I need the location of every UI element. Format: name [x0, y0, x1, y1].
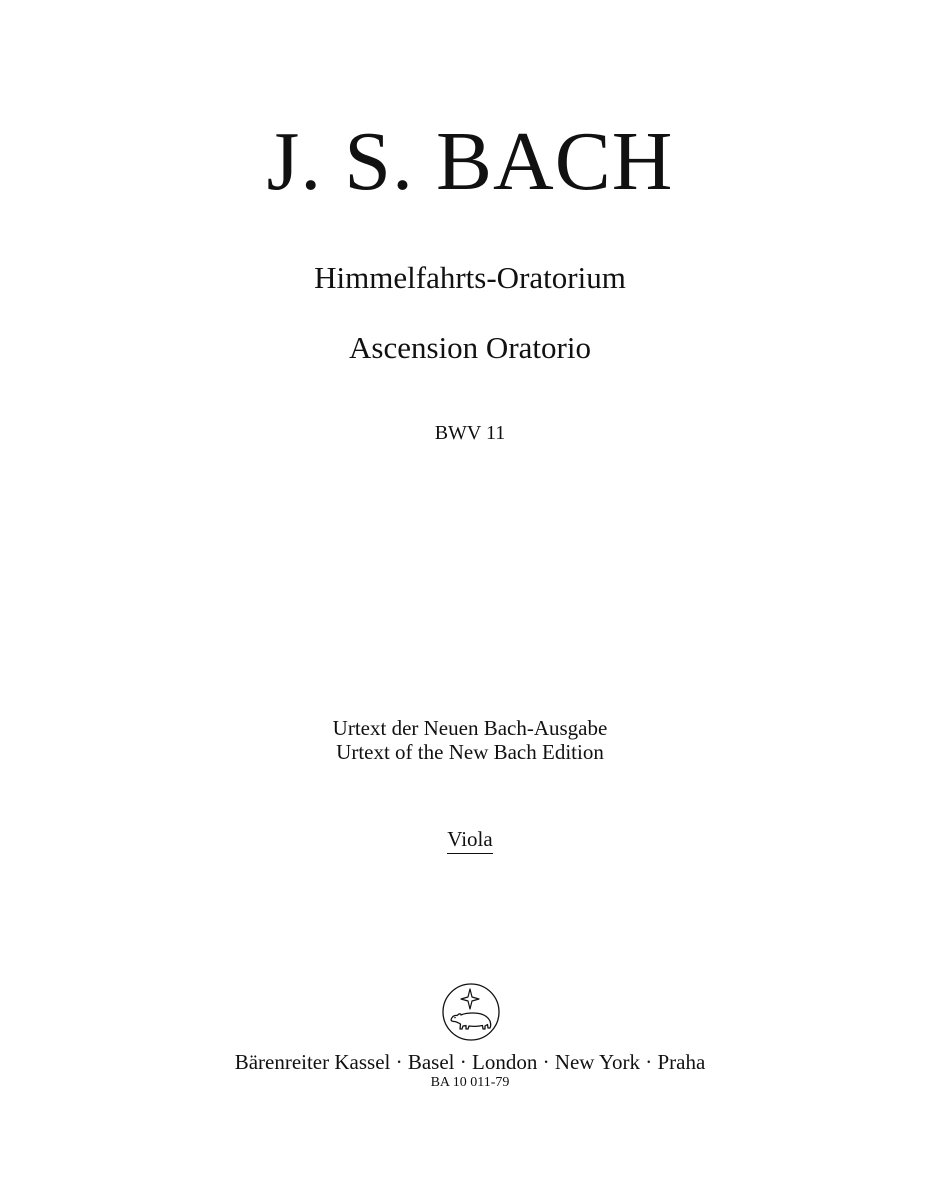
edition-english: Urtext of the New Bach Edition — [336, 740, 604, 764]
publisher-line: Bärenreiter Kassel · Basel · London · New York · Praha — [234, 1050, 706, 1074]
title-english: Ascension Oratorio — [349, 330, 591, 365]
catalog-number: BWV 11 — [434, 422, 506, 444]
order-number: BA 10 011-79 — [430, 1075, 510, 1090]
edition-german: Urtext der Neuen Bach-Ausgabe — [332, 716, 608, 740]
part-label: Viola — [447, 829, 492, 854]
title-german: Himmelfahrts-Oratorium — [314, 260, 626, 295]
composer-name: J. S. BACH — [266, 115, 674, 208]
part-container — [0, 829, 940, 854]
baerenreiter-bear-star-logo-icon — [441, 982, 501, 1042]
